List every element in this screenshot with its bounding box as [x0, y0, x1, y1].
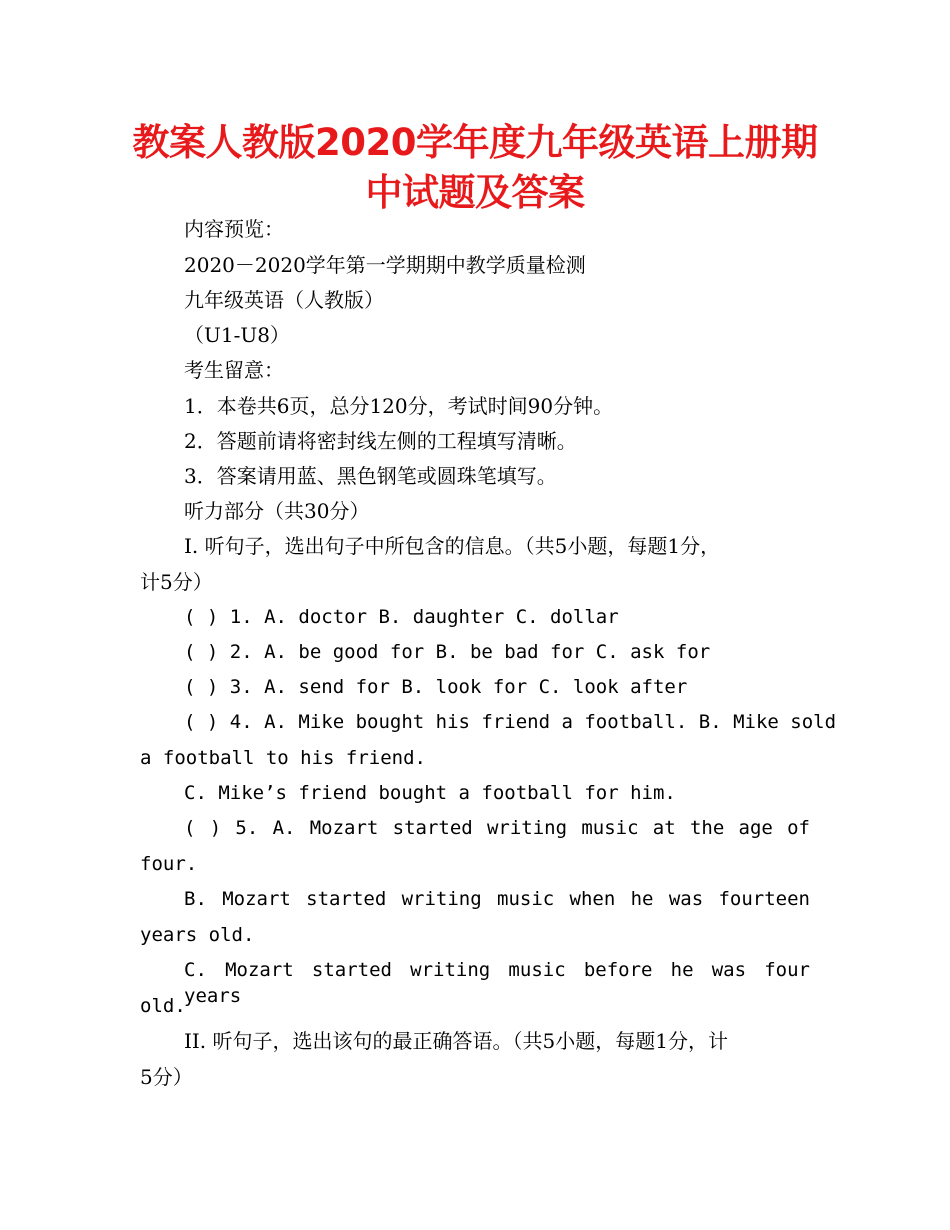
question-5-cont: four.	[140, 853, 198, 875]
question-4-cont: a football to his friend.	[140, 747, 426, 769]
notice-item-2: 2．答题前请将密封线左侧的工程填写清晰。	[184, 429, 577, 453]
exam-units: （U1-U8）	[184, 323, 290, 347]
question-5-option-b-cont: years old.	[140, 924, 255, 946]
part-2-instruction-cont: 5分）	[140, 1065, 193, 1089]
notice-item-1: 1．本卷共6页，总分120分，考试时间90分钟。	[184, 394, 614, 418]
question-4: ( ) 4. A. Mike bought his friend a football. B. Mike sold	[184, 711, 837, 733]
part-1-instruction-cont: 计5分）	[140, 570, 213, 594]
notice-item-3: 3．答案请用蓝、黑色钢笔或圆珠笔填写。	[184, 464, 557, 488]
notice-heading: 考生留意：	[184, 358, 284, 382]
question-5-option-c: C. Mozart started writing music before he was four years	[184, 959, 810, 1007]
question-1: ( ) 1. A. doctor B. daughter C. dollar	[184, 606, 619, 628]
listening-section-heading: 听力部分（共30分）	[184, 499, 370, 523]
question-3: ( ) 3. A. send for B. look for C. look after	[184, 676, 688, 698]
part-2-instruction: II. 听句子，选出该句的最正确答语。（共5小题，每题1分，计	[184, 1029, 728, 1053]
exam-subject: 九年级英语（人教版）	[184, 288, 384, 312]
document-title: 教案人教版2020学年度九年级英语上册期中试题及答案	[132, 121, 818, 214]
question-5-option-c-cont: old.	[140, 995, 186, 1017]
question-4-option-c: C. Mike’s friend bought a football for him.	[184, 782, 676, 804]
preview-label: 内容预览：	[184, 217, 284, 241]
question-2: ( ) 2. A. be good for B. be bad for C. ask for	[184, 641, 711, 663]
question-5: ( ) 5. A. Mozart started writing music at the age of	[184, 817, 810, 839]
part-1-instruction: I. 听句子，选出句子中所包含的信息。（共5小题，每题1分，	[184, 534, 721, 558]
exam-name: 2020－2020学年第一学期期中教学质量检测	[184, 253, 586, 277]
question-5-option-b: B. Mozart started writing music when he was fourteen	[184, 888, 810, 910]
